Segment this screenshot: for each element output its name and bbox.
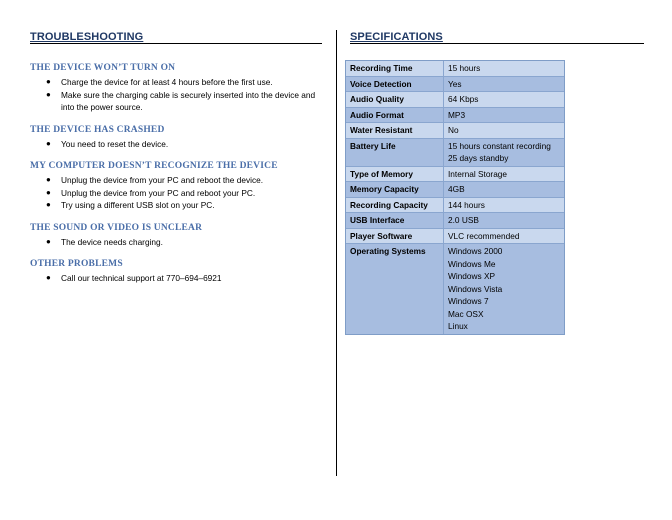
table-row — [346, 139, 564, 167]
specifications-table — [345, 60, 565, 335]
spec-value: Windows 2000 — [448, 246, 503, 256]
list-item-text: Call our technical support at 770–694–6921 — [61, 273, 222, 283]
troubleshooting-sections — [30, 62, 322, 285]
spec-label: Recording Capacity — [346, 198, 444, 213]
table-row — [346, 123, 564, 139]
spec-value: Windows XP — [448, 271, 496, 281]
spec-label: Audio Quality — [346, 92, 444, 107]
spec-value: 144 hours — [448, 199, 485, 210]
list-item-text: Unplug the device from your PC and reboot the device. — [61, 175, 264, 185]
spec-value: No — [448, 125, 459, 135]
spec-value: 15 hours constant recording — [448, 140, 551, 151]
section-heading: OTHER PROBLEMS — [30, 259, 123, 269]
column-divider — [336, 30, 337, 476]
list-item — [30, 76, 322, 89]
spec-value-cell — [444, 123, 564, 138]
spec-label: Operating Systems — [346, 244, 444, 334]
section-heading: THE DEVICE HAS CRASHED — [30, 124, 165, 135]
bullet-icon: ● — [46, 89, 51, 99]
table-row — [346, 198, 564, 214]
spec-value-cell — [444, 92, 564, 107]
spec-value-cell — [444, 139, 564, 166]
spec-value: Linux — [448, 321, 468, 331]
spec-value-cell — [444, 198, 564, 213]
spec-value-cell — [444, 77, 564, 92]
troubleshooting-section — [30, 258, 322, 285]
spec-value: Mac OSX — [448, 308, 484, 319]
specifications-rule — [350, 43, 644, 44]
spec-label: Battery Life — [346, 139, 444, 166]
bullet-icon: ● — [46, 273, 51, 282]
table-row — [346, 213, 564, 229]
spec-label: Memory Capacity — [346, 182, 444, 197]
specifications-column — [350, 30, 642, 44]
spec-value: 2.0 USB — [448, 215, 479, 225]
troubleshooting-section — [30, 222, 322, 249]
spec-label: Audio Format — [346, 108, 444, 123]
list-item-text: Charge the device for at least 4 hours before the first use. — [61, 77, 273, 87]
spec-value-cell — [444, 182, 564, 197]
spec-value: 15 hours — [448, 63, 481, 73]
bullet-icon: ● — [46, 187, 51, 197]
spec-value: Windows 7 — [448, 296, 489, 306]
table-row — [346, 182, 564, 198]
spec-value: 25 days standby — [448, 153, 509, 163]
table-row — [346, 92, 564, 108]
spec-label: USB Interface — [346, 213, 444, 228]
section-heading: THE DEVICE WON’T TURN ON — [30, 63, 176, 73]
spec-value-cell — [444, 213, 564, 228]
bullet-icon: ● — [46, 175, 51, 184]
section-heading: THE SOUND OR VIDEO IS UNCLEAR — [30, 222, 203, 233]
bullet-list — [30, 76, 322, 114]
bullet-list — [30, 138, 322, 151]
bullet-icon: ● — [46, 236, 51, 246]
list-item — [30, 272, 322, 285]
list-item — [30, 89, 322, 114]
list-item-text: The device needs charging. — [61, 236, 163, 247]
list-item — [30, 199, 322, 212]
spec-value: Yes — [448, 78, 462, 89]
bullet-icon: ● — [46, 138, 51, 148]
troubleshooting-rule — [30, 43, 322, 44]
table-row — [346, 61, 564, 77]
list-item — [30, 187, 322, 200]
spec-value-cell — [444, 229, 564, 244]
spec-value: Windows Me — [448, 258, 496, 269]
table-row — [346, 229, 564, 245]
spec-label: Water Resistant — [346, 123, 444, 138]
list-item-text: Make sure the charging cable is securely inserted into the device and into the power source. — [61, 89, 316, 112]
spec-value: Windows Vista — [448, 283, 503, 294]
section-heading: MY COMPUTER DOESN’T RECOGNIZE THE DEVICE — [30, 161, 278, 171]
list-item — [30, 138, 322, 151]
list-item-text: Try using a different USB slot on your PC. — [61, 200, 215, 210]
spec-value: MP3 — [448, 109, 466, 120]
spec-label: Player Software — [346, 229, 444, 244]
troubleshooting-column — [30, 30, 322, 295]
list-item-text: You need to reset the device. — [61, 138, 169, 149]
spec-value-cell — [444, 108, 564, 123]
bullet-icon: ● — [46, 200, 51, 209]
spec-label: Type of Memory — [346, 167, 444, 182]
specifications-title: SPECIFICATIONS — [350, 31, 443, 43]
troubleshooting-section — [30, 124, 322, 151]
bullet-list — [30, 174, 322, 212]
spec-value: VLC recommended — [448, 230, 520, 241]
troubleshooting-title: TROUBLESHOOTING — [30, 31, 144, 43]
spec-value-cell — [444, 61, 564, 76]
spec-label: Recording Time — [346, 61, 444, 76]
list-item — [30, 174, 322, 187]
troubleshooting-section — [30, 160, 322, 212]
spec-value: Internal Storage — [448, 168, 508, 179]
list-item — [30, 236, 322, 249]
spec-label: Voice Detection — [346, 77, 444, 92]
bullet-list — [30, 236, 322, 249]
table-row — [346, 108, 564, 124]
spec-value: 64 Kbps — [448, 94, 479, 104]
table-row — [346, 244, 564, 334]
table-row — [346, 167, 564, 183]
troubleshooting-section — [30, 62, 322, 114]
table-row — [346, 77, 564, 93]
bullet-icon: ● — [46, 77, 51, 86]
spec-value-cell — [444, 167, 564, 182]
spec-value: 4GB — [448, 184, 465, 194]
bullet-list — [30, 272, 322, 285]
spec-value-cell — [444, 244, 564, 334]
list-item-text: Unplug the device from your PC and reboot your PC. — [61, 187, 256, 198]
